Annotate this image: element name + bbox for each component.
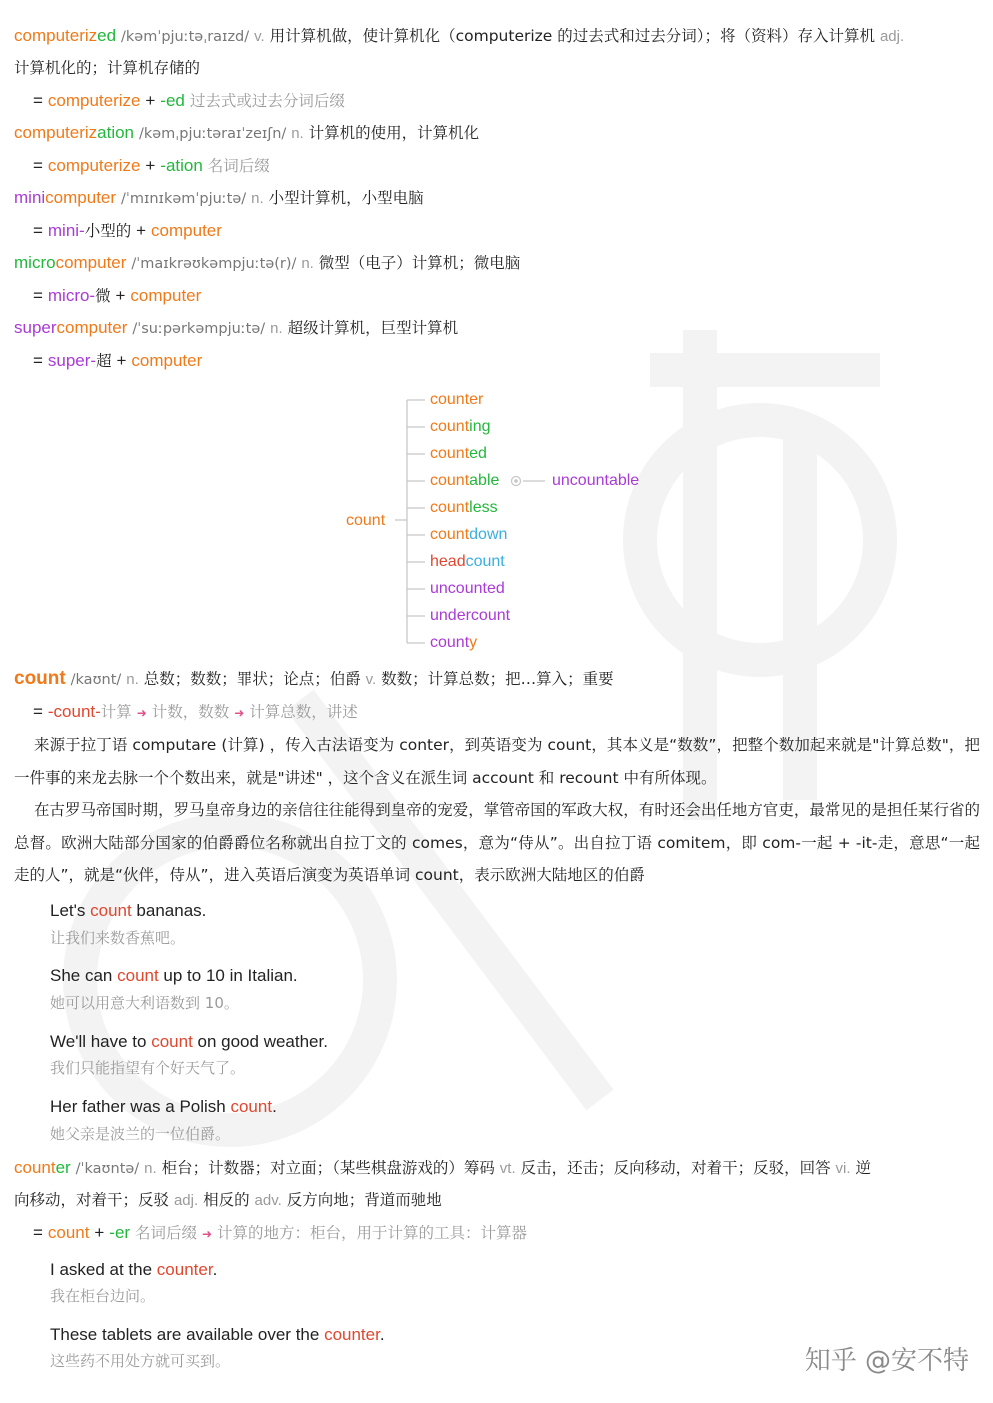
arrow-icon: ➜ bbox=[201, 1227, 213, 1241]
tree-node: counter bbox=[430, 391, 484, 408]
tree-node: uncounted bbox=[430, 580, 505, 597]
tree-node: countless bbox=[430, 499, 498, 516]
entry-count: count /kaʊnt/ n. 总数；数数；罪状；论点；伯爵 v. 数数；计算总数；把…算入；重要 bbox=[14, 668, 614, 689]
formula: = computerize + -ation 名词后缀 bbox=[33, 156, 270, 175]
phonetic: /kəmˈpjuːtəˌraɪzd/ bbox=[121, 29, 250, 45]
arrow-icon: ➜ bbox=[136, 706, 147, 720]
tree-node: counted bbox=[430, 445, 487, 462]
tree-root: count bbox=[346, 512, 386, 529]
formula: = count + -er 名词后缀 ➜ 计算的地方：柜台，用于计算的工具：计算器 bbox=[33, 1223, 527, 1242]
example-translation: 我在柜台边问。 bbox=[50, 1287, 156, 1305]
tree-node: county bbox=[430, 634, 478, 651]
definition-continued: 计算机化的；计算机存储的 bbox=[14, 59, 201, 77]
tree-node: headcount bbox=[430, 553, 505, 570]
example-translation: 这些药不用处方就可买到。 bbox=[50, 1352, 231, 1370]
example-sentence: She can count up to 10 in Italian. bbox=[50, 966, 298, 985]
example-sentence: Her father was a Polish count. bbox=[50, 1097, 277, 1116]
example-sentence: We'll have to count on good weather. bbox=[50, 1032, 328, 1051]
word-root: computeriz bbox=[14, 26, 98, 45]
formula: = mini-小型的 + computer bbox=[33, 221, 222, 240]
entry-minicomputer: minicomputer /ˈmɪnɪkəmˈpjuːtə/ n. 小型计算机，小型电脑 bbox=[14, 188, 424, 207]
arrow-icon: ➜ bbox=[234, 706, 245, 720]
tree-node: counting bbox=[430, 418, 491, 435]
formula: = super-超 + computer bbox=[33, 351, 203, 370]
etymology-paragraph: 来源于拉丁语 computare (计算) ，传入古法语变为 conter，到英语变为 count，其本义是“数数”，把整个数加起来就是"计算总数"，把一件事的来龙去脉一个个数出来，就是"讲述" ，这个含义在派生词 account 和 recount 中有所体现。 bbox=[14, 736, 980, 787]
example-translation: 她父亲是波兰的一位伯爵。 bbox=[50, 1125, 231, 1143]
entry-computerization: computerization /kəmˌpjuːtəraɪˈzeɪʃn/ n. 计算机的使用，计算机化 bbox=[14, 123, 480, 142]
tree-node: countable bbox=[430, 472, 500, 489]
entry-counter: counter /ˈkaʊntə/ n. 柜台；计数器；对立面；（某些棋盘游戏的）筹码 vt. 反击，还击；反向移动，对着干；反驳，回答 vi. 逆 bbox=[14, 1158, 871, 1177]
tree-subnode: uncountable bbox=[552, 472, 640, 489]
headword: count bbox=[14, 668, 66, 689]
example-sentence: Let's count bananas. bbox=[50, 901, 207, 920]
pos: adj. bbox=[879, 28, 905, 45]
tree-node: undercount bbox=[430, 607, 511, 624]
example-sentence: I asked at the counter. bbox=[50, 1260, 218, 1279]
entry-microcomputer: microcomputer /ˈmaɪkrəʊkəmpjuːtə(r)/ n. 微型（电子）计算机；微电脑 bbox=[14, 253, 521, 272]
formula: = -count-计算 ➜ 计数，数数 ➜ 计算总数，讲述 bbox=[33, 702, 358, 721]
tree-node: countdown bbox=[430, 526, 508, 543]
example-translation: 她可以用意大利语数到 10。 bbox=[50, 994, 239, 1012]
entry-supercomputer: supercomputer /ˈsuːpərkəmpjuːtə/ n. 超级计算机，巨型计算机 bbox=[14, 318, 459, 337]
example-sentence: These tablets are available over the counter. bbox=[50, 1325, 385, 1344]
word-suffix: ed bbox=[97, 26, 117, 45]
formula: = computerize + -ed 过去式或过去分词后缀 bbox=[33, 91, 345, 110]
pos: v. bbox=[254, 28, 265, 45]
watermark-label: 知乎 @安不特 bbox=[804, 1346, 969, 1376]
history-paragraph: 在古罗马帝国时期，罗马皇帝身边的亲信往往能得到皇帝的宠爱，掌管帝国的军政大权，有时还会出任地方官吏，最常见的是担任某行省的总督。欧洲大陆部分国家的伯爵爵位名称就出自拉丁文的 comes，意为“侍从”。出自拉丁语 comitem，即 com-一起 + -it-走，意思“一起走的人”，就是“伙伴，侍从”，进入英语后演变为英语单词 count，表示欧洲大陆地区的伯爵 bbox=[14, 801, 980, 884]
example-translation: 让我们来数香蕉吧。 bbox=[50, 929, 186, 947]
definition-continued: 向移动，对着干；反驳 adj. 相反的 adv. 反方向地；背道而驰地 bbox=[14, 1191, 442, 1209]
example-translation: 我们只能指望有个好天气了。 bbox=[50, 1059, 246, 1077]
formula: = micro-微 + computer bbox=[33, 286, 202, 305]
definition: 用计算机做，使计算机化（computerize 的过去式和过去分词）；将（资料）存入计算机 bbox=[269, 27, 876, 45]
